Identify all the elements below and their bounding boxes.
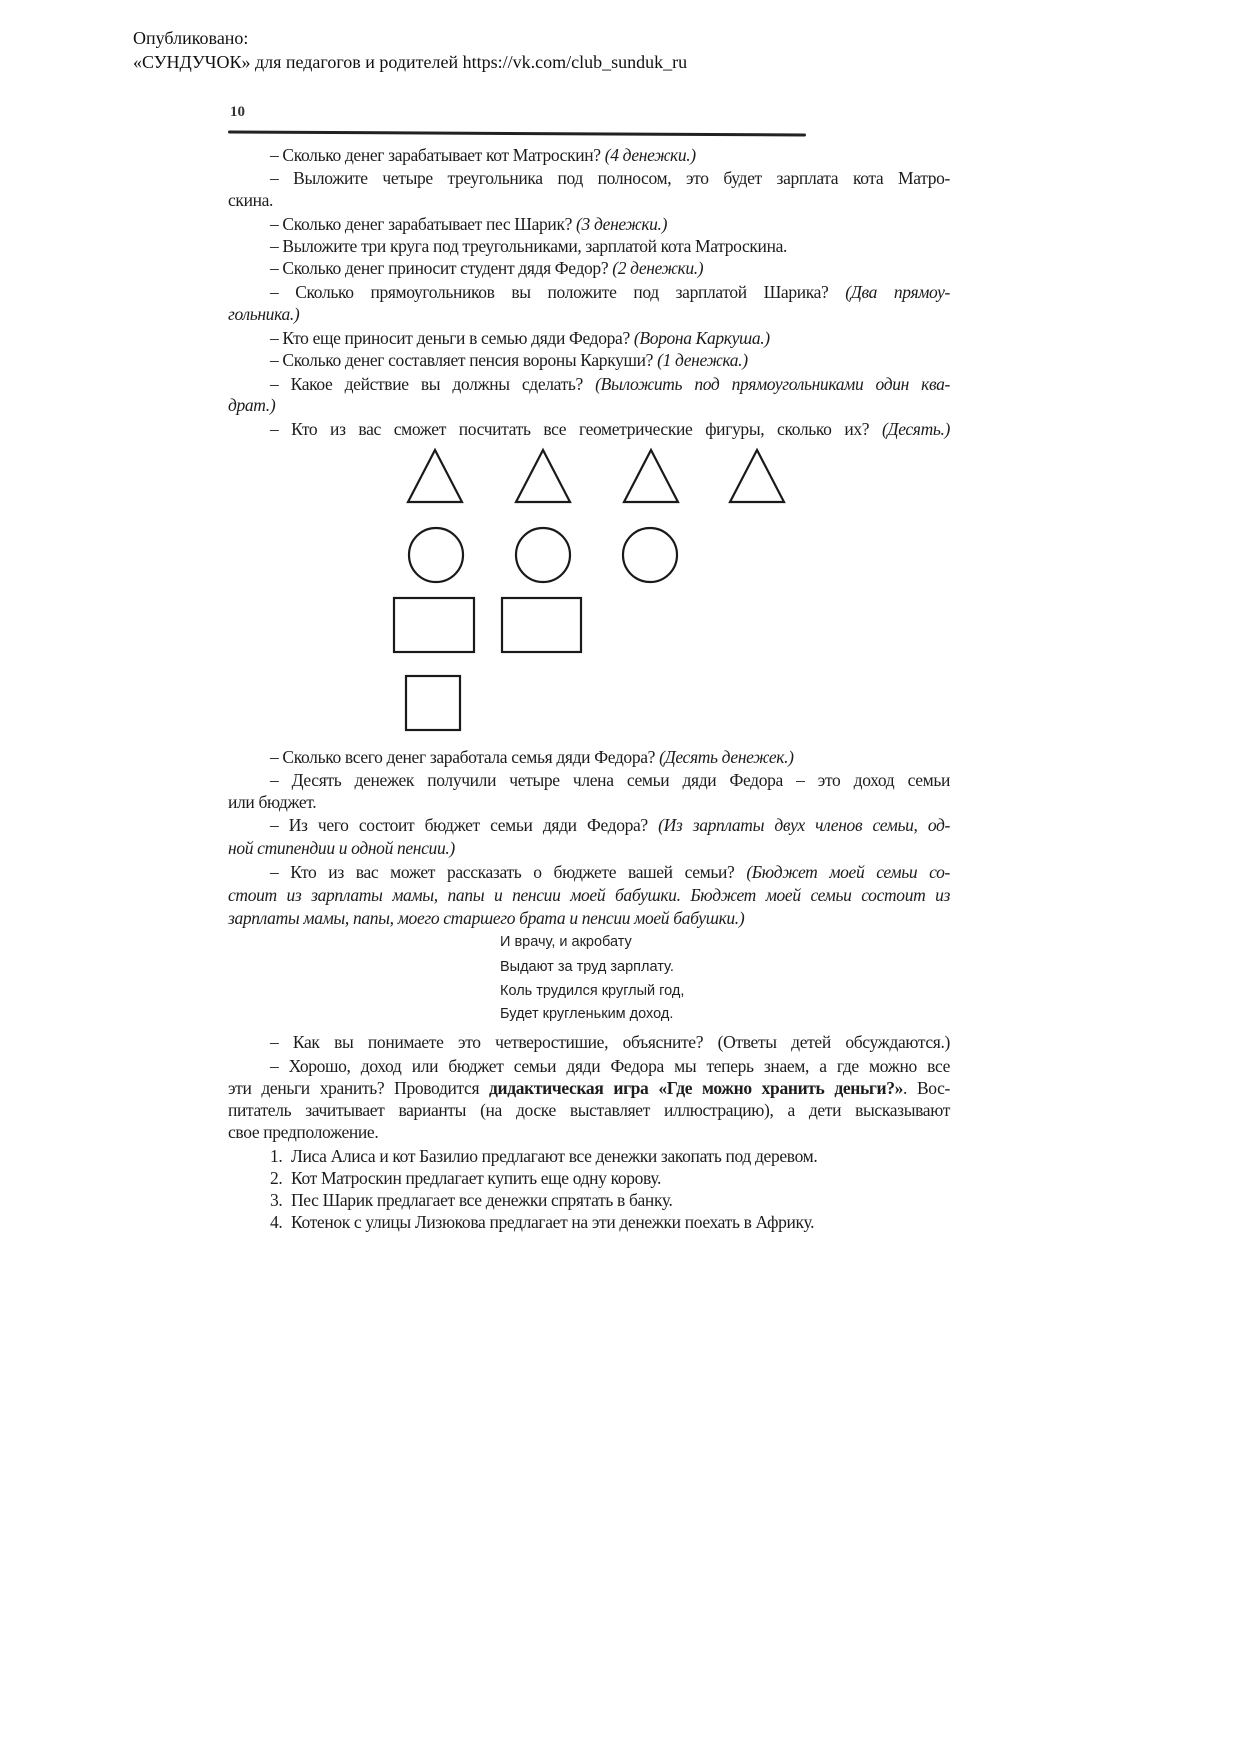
text-line: [228, 908, 744, 928]
text-segment: – Десять денежек получили четыре члена семьи дяди Федора – это доход семьи: [270, 770, 950, 790]
published-label: Опубликовано:: [133, 28, 249, 48]
list-item: Кот Матроскин предлагает купить еще одну корову.: [291, 1168, 662, 1188]
text-segment: – Из чего состоит бюджет семьи дяди Федора?: [270, 815, 659, 835]
text-segment: – Сколько денег зарабатывает пес Шарик?: [270, 214, 577, 234]
poem-line: Коль трудился круглый год,: [500, 983, 685, 999]
text-segment: эти деньги хранить? Проводится: [228, 1078, 490, 1098]
italic-answer: (Два прямоу-: [845, 282, 951, 302]
italic-answer: драт.): [228, 395, 276, 415]
italic-answer: (Десять денежек.): [659, 747, 794, 767]
text-segment: – Кто из вас сможет посчитать все геометрические фигуры, сколько их?: [270, 419, 882, 439]
circle-shape: [623, 528, 677, 582]
text-line: [228, 1078, 950, 1098]
text-line: [228, 838, 455, 858]
triangle-shape: [624, 450, 678, 502]
text-segment: – Сколько прямоугольников вы положите под зарплатой Шарика?: [270, 282, 846, 302]
triangle-shape: [408, 450, 462, 502]
circle-shape: [516, 528, 570, 582]
text-segment: – Кто из вас может рассказать о бюджете вашей семьи?: [270, 862, 747, 882]
italic-answer: (1 денежка.): [657, 350, 748, 370]
text-line: [270, 862, 950, 882]
text-line: [270, 1032, 950, 1052]
text-line: [228, 1100, 950, 1120]
italic-answer: стоит из зарплаты мамы, папы и пенсии моей бабушки. Бюджет моей семьи состоит из: [228, 885, 950, 905]
italic-answer: (2 денежки.): [612, 258, 704, 278]
triangle-shape: [516, 450, 570, 502]
poem-line: Будет кругленьким доход.: [500, 1006, 674, 1022]
square-shape: [406, 676, 460, 730]
list-item: Пес Шарик предлагает все денежки спрятать в банку.: [291, 1190, 673, 1210]
triangle-shape: [730, 450, 784, 502]
text-segment: – Сколько денег приносит студент дядя Федор?: [270, 258, 613, 278]
text-segment: питатель зачитывает варианты (на доске выставляет иллюстрацию), а дети высказывают: [228, 1100, 950, 1120]
italic-answer: (3 денежки.): [576, 214, 668, 234]
italic-answer: (Ворона Каркуша.): [633, 328, 770, 348]
italic-answer: ной стипендии и одной пенсии.): [228, 838, 455, 858]
italic-answer: гольника.): [228, 304, 300, 324]
poem-line: Выдают за труд зарплату.: [500, 959, 674, 975]
text-segment: – Как вы понимаете это четверостишие, объясните? (Ответы детей обсуждаются.): [270, 1032, 950, 1052]
poem-line: И врачу, и акробату: [500, 934, 632, 950]
italic-answer: зарплаты мамы, папы, моего старшего брата и пенсии моей бабушки.): [228, 908, 745, 928]
page-number: 10: [230, 104, 245, 120]
text-line: [228, 885, 950, 905]
rectangle-shape: [502, 598, 581, 652]
bold-phrase: дидактическая игра «Где можно хранить деньги?»: [489, 1078, 904, 1098]
list-item: Котенок с улицы Лизюкова предлагает на эти денежки поехать в Африку.: [291, 1212, 815, 1232]
text-segment: – Какое действие вы должны сделать?: [270, 374, 596, 394]
list-number: 4.: [270, 1212, 283, 1232]
text-segment: – Хорошо, доход или бюджет семьи дяди Федора мы теперь знаем, а где можно все: [270, 1056, 950, 1076]
geometric-figures: [0, 0, 1240, 760]
text-line: [228, 792, 316, 812]
italic-answer: (4 денежки.): [604, 145, 696, 165]
list-number: 2.: [270, 1168, 283, 1188]
list-item: Лиса Алиса и кот Базилио предлагают все денежки закопать под деревом.: [291, 1146, 818, 1166]
text-line: [228, 1122, 378, 1142]
text-segment: – Кто еще приносит деньги в семью дяди Федора?: [270, 328, 634, 348]
circle-shape: [409, 528, 463, 582]
italic-answer: (Бюджет моей семьи со-: [746, 862, 950, 882]
text-segment: свое предположение.: [228, 1122, 379, 1142]
italic-answer: (Выложить под прямоугольниками один ква-: [595, 374, 950, 394]
text-line: [270, 770, 950, 790]
rectangle-shape: [394, 598, 474, 652]
text-line: [270, 1056, 950, 1076]
list-number: 3.: [270, 1190, 283, 1210]
italic-answer: (Из зарплаты двух членов семьи, од-: [658, 815, 950, 835]
text-segment: – Выложите четыре треугольника под полносом, это будет зарплата кота Матро-: [270, 168, 950, 188]
list-number: 1.: [270, 1146, 283, 1166]
publisher-line: «СУНДУЧОК» для педагогов и родителей https://vk.com/club_sunduk_ru: [133, 52, 688, 72]
text-line: [270, 815, 950, 835]
text-segment: – Сколько денег составляет пенсия вороны Каркуши?: [270, 350, 658, 370]
italic-answer: (Десять.): [881, 419, 950, 439]
text-segment: – Сколько всего денег заработала семья дяди Федора?: [270, 747, 660, 767]
text-segment: или бюджет.: [228, 792, 317, 812]
text-segment: скина.: [228, 190, 274, 210]
text-segment: . Вос-: [903, 1078, 950, 1098]
text-segment: – Выложите три круга под треугольниками, зарплатой кота Матроскина.: [270, 236, 788, 256]
text-segment: – Сколько денег зарабатывает кот Матроскин?: [270, 145, 605, 165]
